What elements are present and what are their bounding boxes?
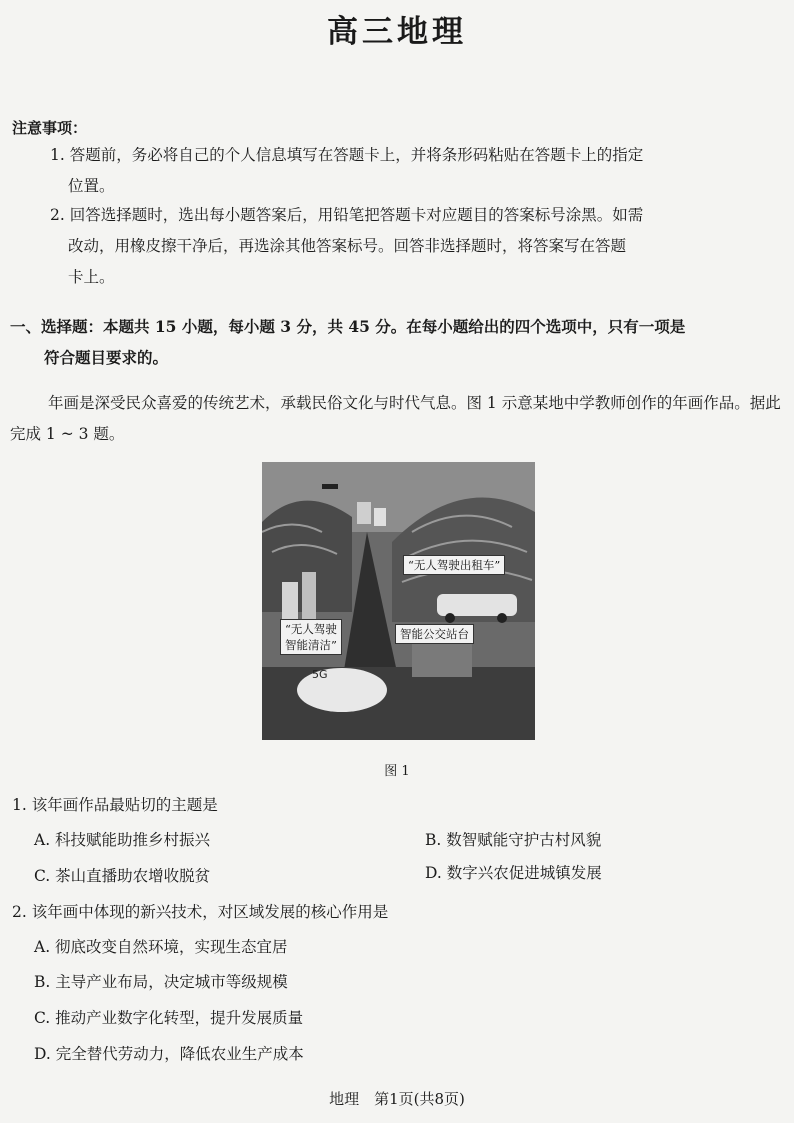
question-1-stem: 1. 该年画作品最贴切的主题是 (12, 796, 218, 814)
question-2-stem: 2. 该年画中体现的新兴技术，对区域发展的核心作用是 (12, 903, 389, 921)
section-heading-line1: 一、选择题：本题共 15 小题，每小题 3 分，共 45 分。在每小题给出的四个选项中，只有一项是 (10, 317, 686, 336)
question-1-option-d: D. 数字兴农促进城镇发展 (425, 864, 602, 882)
5g-label: 5G (312, 668, 328, 681)
cleaner-label (280, 619, 342, 655)
figure-caption: 图 1 (384, 764, 410, 779)
notice-item-1-line2: 位置。 (68, 177, 115, 195)
question-2-option-c: C. 推动产业数字化转型，提升发展质量 (34, 1009, 304, 1027)
new-year-painting-figure (262, 462, 535, 740)
notice-item-2-line2: 改动，用橡皮擦干净后，再选涂其他答案标号。回答非选择题时，将答案写在答题 (68, 237, 627, 255)
painting-illustration (262, 462, 535, 740)
notice-item-1-line1: 1. 答题前，务必将自己的个人信息填写在答题卡上，并将条形码粘贴在答题卡上的指定 (50, 146, 644, 164)
section-heading-line2: 符合题目要求的。 (44, 348, 169, 367)
cleaner-label-line1: “无人驾驶 (285, 622, 337, 636)
notice-item-2 (50, 200, 780, 293)
notice-item-1 (50, 140, 780, 202)
cleaner-label-line2: 智能清洁” (285, 638, 337, 652)
page-footer: 地理 第1页(共8页) (329, 1090, 465, 1108)
question-2-option-a: A. 彻底改变自然环境，实现生态宜居 (34, 938, 288, 956)
intro-paragraph: 年画是深受民众喜爱的传统艺术，承载民俗文化与时代气息。图 1 示意某地中学教师创作的年画作品。据此完成 1 ~ 3 题。 (10, 394, 781, 443)
question-2-option-d: D. 完全替代劳动力，降低农业生产成本 (34, 1045, 304, 1063)
notice-item-2-line3: 卡上。 (68, 268, 115, 286)
taxi-label: “无人驾驶出租车” (403, 555, 505, 575)
question-2-option-b: B. 主导产业布局，决定城市等级规模 (34, 973, 288, 991)
question-1-option-b: B. 数智赋能守护古村风貌 (425, 831, 602, 849)
question-1-option-c: C. 茶山直播助农增收脱贫 (34, 867, 211, 885)
notice-heading: 注意事项： (12, 119, 88, 137)
bus-stop-label: 智能公交站台 (395, 624, 474, 644)
section-heading (10, 311, 782, 373)
question-1-option-a: A. 科技赋能助推乡村振兴 (34, 831, 211, 849)
page-title: 高三地理 (327, 14, 467, 50)
notice-item-2-line1: 2. 回答选择题时，选出每小题答案后，用铅笔把答题卡对应题目的答案标号涂黑。如需 (50, 206, 644, 224)
